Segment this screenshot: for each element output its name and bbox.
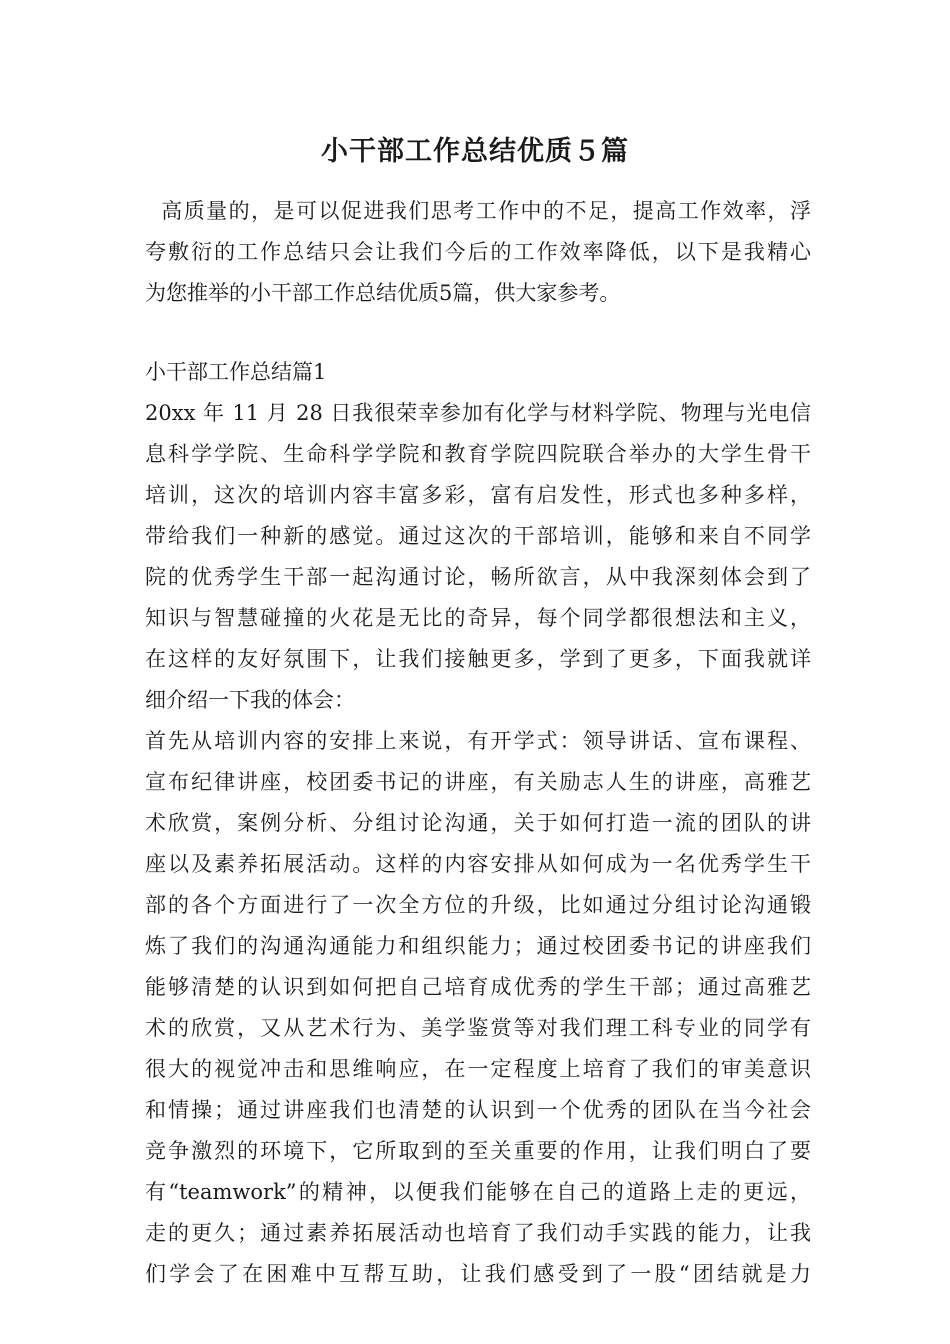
text-line: 高质量的，是可以促进我们思考工作中的不足，提高工作效率，浮 <box>145 199 811 223</box>
text-line: 息科学学院、生命科学学院和教育学院四院联合举办的大学生骨干 <box>145 442 811 466</box>
text-line: 能够清楚的认识到如何把自己培育成优秀的学生干部；通过高雅艺 <box>145 975 811 999</box>
intro-paragraph <box>145 191 811 314</box>
text-line: 术的欣赏，又从艺术行为、美学鉴赏等对我们理工科专业的同学有 <box>145 1016 811 1040</box>
text-line: 有“teamwork”的精神，以便我们能够在自己的道路上走的更远， <box>145 1180 811 1204</box>
text-line: 部的各个方面进行了一次全方位的升级，比如通过分组讨论沟通锻 <box>145 893 811 917</box>
text-line: 座以及素养拓展活动。这样的内容安排从如何成为一名优秀学生干 <box>145 852 811 876</box>
paragraph-1 <box>145 393 811 721</box>
text-line: 为您推举的小干部工作总结优质5篇，供大家参考。 <box>145 281 621 305</box>
text-line: 培训，这次的培训内容丰富多彩，富有启发性，形式也多种多样， <box>145 483 811 507</box>
text-line: 很大的视觉冲击和思维响应，在一定程度上培育了我们的审美意识 <box>145 1057 811 1081</box>
paragraph-gap <box>145 314 811 352</box>
text-line: 知识与智慧碰撞的火花是无比的奇异，每个同学都很想法和主义， <box>145 606 811 630</box>
document-title: 小干部工作总结优质５篇 <box>321 136 629 167</box>
text-line: 们学会了在困难中互帮互助，让我们感受到了一股“团结就是力 <box>145 1262 811 1286</box>
text-line: 首先从培训内容的安排上来说，有开学式：领导讲话、宣布课程、 <box>145 729 811 753</box>
text-line: 在这样的友好氛围下，让我们接触更多，学到了更多，下面我就详 <box>145 647 811 671</box>
text-line: 细介绍一下我的体会： <box>145 688 355 712</box>
text-line: 夸敷衍的工作总结只会让我们今后的工作效率降低，以下是我精心 <box>145 240 811 264</box>
text-line: 炼了我们的沟通沟通能力和组织能力；通过校团委书记的讲座我们 <box>145 934 811 958</box>
section-heading: 小干部工作总结篇1 <box>145 360 327 384</box>
text-line: 术欣赏，案例分析、分组讨论沟通，关于如何打造一流的团队的讲 <box>145 811 811 835</box>
text-line: 竞争激烈的环境下，它所取到的至关重要的作用，让我们明白了要 <box>145 1139 811 1163</box>
text-line: 20xx 年 11 月 28 日我很荣幸参加有化学与材料学院、物理与光电信 <box>145 401 811 425</box>
paragraph-2 <box>145 721 811 1295</box>
text-line: 走的更久；通过素养拓展活动也培育了我们动手实践的能力，让我 <box>145 1221 811 1245</box>
text-line: 院的优秀学生干部一起沟通讨论，畅所欲言，从中我深刻体会到了 <box>145 565 811 589</box>
text-line: 和情操；通过讲座我们也清楚的认识到一个优秀的团队在当今社会 <box>145 1098 811 1122</box>
text-line: 带给我们一种新的感觉。通过这次的干部培训，能够和来自不同学 <box>145 524 811 548</box>
document-body <box>145 191 811 1295</box>
text-line: 宣布纪律讲座，校团委书记的讲座，有关励志人生的讲座，高雅艺 <box>145 770 811 794</box>
